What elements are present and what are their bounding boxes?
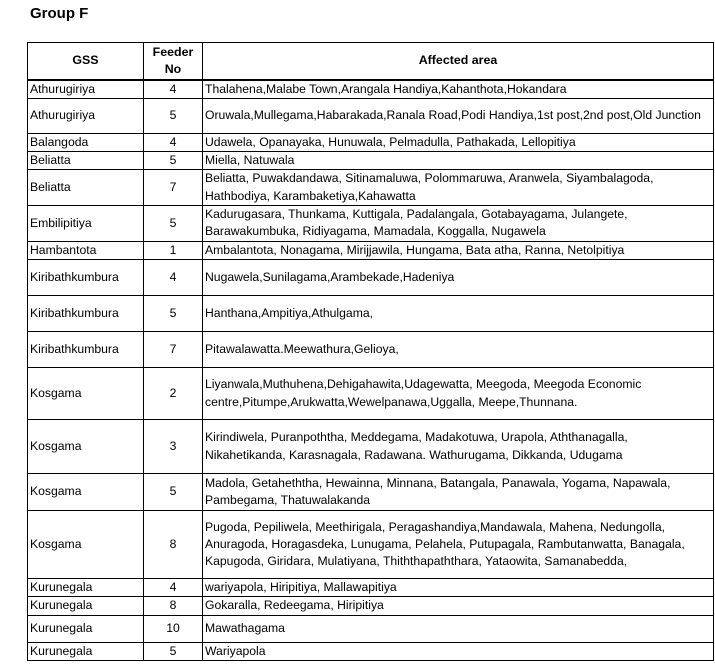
gss-cell: Kiribathkumbura: [28, 332, 144, 368]
gss-cell: Kurunegala: [28, 615, 144, 642]
table-row: [28, 152, 714, 170]
group-title: Group F: [30, 5, 89, 22]
feeder-table: [27, 42, 714, 661]
feeder-cell: 7: [144, 332, 203, 368]
table-row: [28, 615, 714, 642]
area-cell: Kirindiwela, Puranpoththa, Meddegama, Madakotuwa, Urapola, Aththanagalla, Nikahetikanda, Karasnagala, Radawana. Wathurugama, Dikkanda, Udugama: [203, 420, 714, 474]
feeder-cell: 8: [144, 511, 203, 579]
gss-cell: Embilipitiya: [28, 206, 144, 242]
gss-cell: Kosgama: [28, 474, 144, 511]
table-row: [28, 642, 714, 660]
feeder-cell: 7: [144, 170, 203, 206]
feeder-cell: 5: [144, 152, 203, 170]
table-row: [28, 420, 714, 474]
feeder-cell: 1: [144, 241, 203, 259]
area-cell: wariyapola, Hiripitiya, Mallawapitiya: [203, 579, 714, 597]
table-row: [28, 260, 714, 296]
feeder-cell: 5: [144, 474, 203, 511]
gss-cell: Hambantota: [28, 241, 144, 259]
area-cell: Ambalantota, Nonagama, Mirijjawila, Hungama, Bata atha, Ranna, Netolpitiya: [203, 241, 714, 259]
header-affected-area: Affected area: [203, 43, 714, 80]
gss-cell: Kurunegala: [28, 642, 144, 660]
area-cell: Liyanwala,Muthuhena,Dehigahawita,Udagewatta, Meegoda, Meegoda Economic centre,Pitumpe,Arukwatta,Wewelpanawa,Uggalla, Meepe,Thunnana.: [203, 368, 714, 420]
area-cell: Madola, Getaheththa, Hewainna, Minnana, Batangala, Panawala, Yogama, Napawala, Pambegama, Thatuwalakanda: [203, 474, 714, 511]
table-row: [28, 474, 714, 511]
table-row: [28, 206, 714, 242]
gss-cell: Kiribathkumbura: [28, 296, 144, 332]
area-cell: Gokaralla, Redeegama, Hiripitiya: [203, 597, 714, 615]
gss-cell: Beliatta: [28, 152, 144, 170]
table-row: [28, 579, 714, 597]
feeder-cell: 5: [144, 206, 203, 242]
area-cell: Mawathagama: [203, 615, 714, 642]
feeder-cell: 4: [144, 260, 203, 296]
feeder-cell: 5: [144, 296, 203, 332]
area-cell: Hanthana,Ampitiya,Athulgama,: [203, 296, 714, 332]
gss-cell: Kurunegala: [28, 597, 144, 615]
area-cell: Nugawela,Sunilagama,Arambekade,Hadeniya: [203, 260, 714, 296]
table-row: [28, 98, 714, 133]
gss-cell: Kosgama: [28, 368, 144, 420]
feeder-cell: 4: [144, 133, 203, 151]
gss-cell: Balangoda: [28, 133, 144, 151]
gss-cell: Beliatta: [28, 170, 144, 206]
table-row: [28, 296, 714, 332]
gss-cell: Athurugiriya: [28, 98, 144, 133]
gss-cell: Kurunegala: [28, 579, 144, 597]
area-cell: Beliatta, Puwakdandawa, Sitinamaluwa, Polommaruwa, Aranwela, Siyambalagoda, Hathbodiya, Karambaketiya,Kahawatta: [203, 170, 714, 206]
area-cell: Miella, Natuwala: [203, 152, 714, 170]
area-cell: Oruwala,Mullegama,Habarakada,Ranala Road,Podi Handiya,1st post,2nd post,Old Junction: [203, 98, 714, 133]
header-feeder: Feeder No: [144, 43, 203, 80]
feeder-cell: 5: [144, 642, 203, 660]
table-row: [28, 511, 714, 579]
feeder-cell: 10: [144, 615, 203, 642]
header-gss: GSS: [28, 43, 144, 80]
feeder-cell: 2: [144, 368, 203, 420]
area-cell: Udawela, Opanayaka, Hunuwala, Pelmadulla, Pathakada, Lellopitiya: [203, 133, 714, 151]
table-row: [28, 170, 714, 206]
feeder-cell: 5: [144, 98, 203, 133]
table-row: [28, 133, 714, 151]
feeder-cell: 3: [144, 420, 203, 474]
area-cell: Pugoda, Pepiliwela, Meethirigala, Peragashandiya,Mandawala, Mahena, Nedungolla, Anuragoda, Horagasdeka, Lunugama, Pelahela, Putupagala, Rambutanwatta, Banagala, Kapugoda, Giridara, Mulatiyana, Thiththapaththara, Yataowita, Samanabedda,: [203, 511, 714, 579]
area-cell: Pitawalawatta.Meewathura,Gelioya,: [203, 332, 714, 368]
gss-cell: Kosgama: [28, 511, 144, 579]
table-row: [28, 597, 714, 615]
area-cell: Thalahena,Malabe Town,Arangala Handiya,Kahanthota,Hokandara: [203, 80, 714, 99]
feeder-cell: 4: [144, 80, 203, 99]
area-cell: Wariyapola: [203, 642, 714, 660]
table-row: [28, 332, 714, 368]
gss-cell: Kiribathkumbura: [28, 260, 144, 296]
feeder-cell: 8: [144, 597, 203, 615]
table-row: [28, 80, 714, 99]
feeder-cell: 4: [144, 579, 203, 597]
area-cell: Kadurugasara, Thunkama, Kuttigala, Padalangala, Gotabayagama, Julangete, Barawakumbuka, Ridiyagama, Mamadala, Koggalla, Nugawela: [203, 206, 714, 242]
gss-cell: Athurugiriya: [28, 80, 144, 99]
table-row: [28, 368, 714, 420]
table-header-row: [28, 43, 714, 80]
table-row: [28, 241, 714, 259]
gss-cell: Kosgama: [28, 420, 144, 474]
